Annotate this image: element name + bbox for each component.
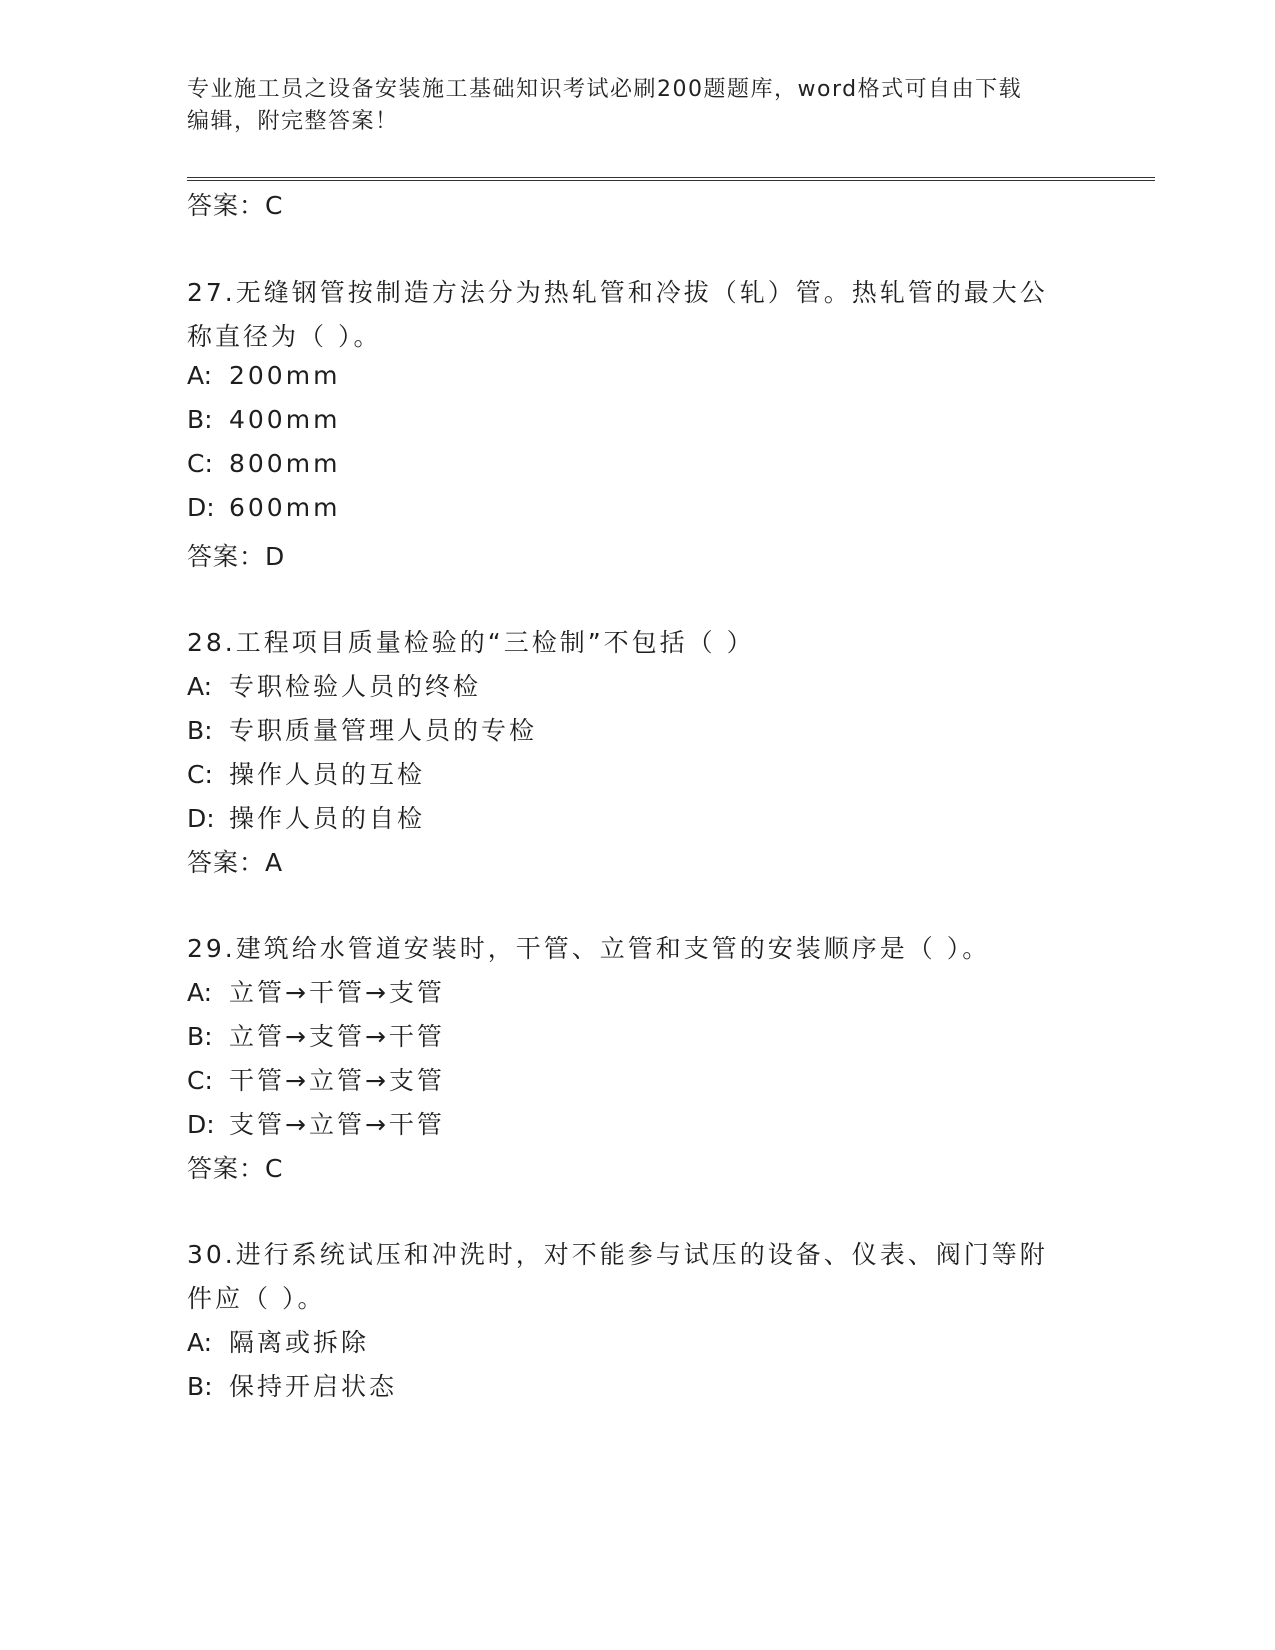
- question-27-stem-line-1: 27.无缝钢管按制造方法分为热轧管和冷拔（轧）管。热轧管的最大公: [187, 278, 1048, 307]
- question-30-stem-line-2: 件应（ ）。: [187, 1284, 326, 1313]
- answer-previous: 答案：C: [187, 191, 284, 220]
- question-27-stem-line-2: 称直径为（ ）。: [187, 322, 382, 351]
- question-28-stem-line-1: 28.工程项目质量检验的“三检制”不包括（ ）: [187, 628, 755, 657]
- question-30-option-a: [187, 1323, 1087, 1359]
- option-text: 600mm: [229, 493, 341, 522]
- header-title-line-2: 编辑，附完整答案！: [187, 109, 399, 134]
- question-29-answer: 答案：C: [187, 1154, 284, 1183]
- option-text: 保持开启状态: [229, 1372, 398, 1401]
- option-letter: A:: [187, 361, 213, 390]
- header-divider: [187, 177, 1155, 181]
- option-letter: B:: [187, 716, 213, 745]
- header-title-line-1: 专业施工员之设备安装施工基础知识考试必刷200题题库，word格式可自由下载: [187, 77, 1023, 102]
- option-letter: D:: [187, 1110, 215, 1139]
- question-29-option-c: [187, 1061, 1087, 1097]
- question-29-option-a: [187, 973, 1087, 1009]
- question-28-option-c: [187, 755, 1087, 791]
- option-text: 立管→干管→支管: [229, 978, 445, 1007]
- question-28-option-d: [187, 799, 1087, 835]
- question-27-option-a: [187, 361, 1087, 390]
- option-text: 操作人员的互检: [229, 760, 426, 789]
- question-28-option-b: [187, 711, 1087, 747]
- question-29-option-d: [187, 1105, 1087, 1141]
- question-29-stem-line-1: 29.建筑给水管道安装时，干管、立管和支管的安装顺序是（ ）。: [187, 934, 991, 963]
- option-letter: D:: [187, 493, 215, 522]
- option-text: 隔离或拆除: [229, 1328, 370, 1357]
- option-text: 专职质量管理人员的专检: [229, 716, 538, 745]
- question-27-option-c: [187, 449, 1087, 478]
- option-text: 800mm: [229, 449, 341, 478]
- option-text: 干管→立管→支管: [229, 1066, 445, 1095]
- option-letter: C:: [187, 1066, 213, 1095]
- option-letter: A:: [187, 1328, 213, 1357]
- question-27-answer: 答案：D: [187, 542, 286, 571]
- option-letter: A:: [187, 978, 213, 1007]
- option-letter: D:: [187, 804, 215, 833]
- option-letter: B:: [187, 1372, 213, 1401]
- document-header: [187, 74, 1067, 138]
- option-text: 200mm: [229, 361, 341, 390]
- question-28-answer: 答案：A: [187, 848, 284, 877]
- option-letter: C:: [187, 449, 213, 478]
- question-30-stem-line-1: 30.进行系统试压和冲洗时，对不能参与试压的设备、仪表、阀门等附: [187, 1240, 1048, 1269]
- option-text: 立管→支管→干管: [229, 1022, 445, 1051]
- option-text: 支管→立管→干管: [229, 1110, 445, 1139]
- question-30-option-b: [187, 1367, 1087, 1403]
- option-letter: C:: [187, 760, 213, 789]
- question-27-option-b: [187, 405, 1087, 434]
- option-text: 400mm: [229, 405, 341, 434]
- question-27-option-d: [187, 493, 1087, 522]
- question-28-option-a: [187, 667, 1087, 703]
- option-text: 专职检验人员的终检: [229, 672, 482, 701]
- option-letter: B:: [187, 1022, 213, 1051]
- option-text: 操作人员的自检: [229, 804, 426, 833]
- question-29-option-b: [187, 1017, 1087, 1053]
- option-letter: A:: [187, 672, 213, 701]
- option-letter: B:: [187, 405, 213, 434]
